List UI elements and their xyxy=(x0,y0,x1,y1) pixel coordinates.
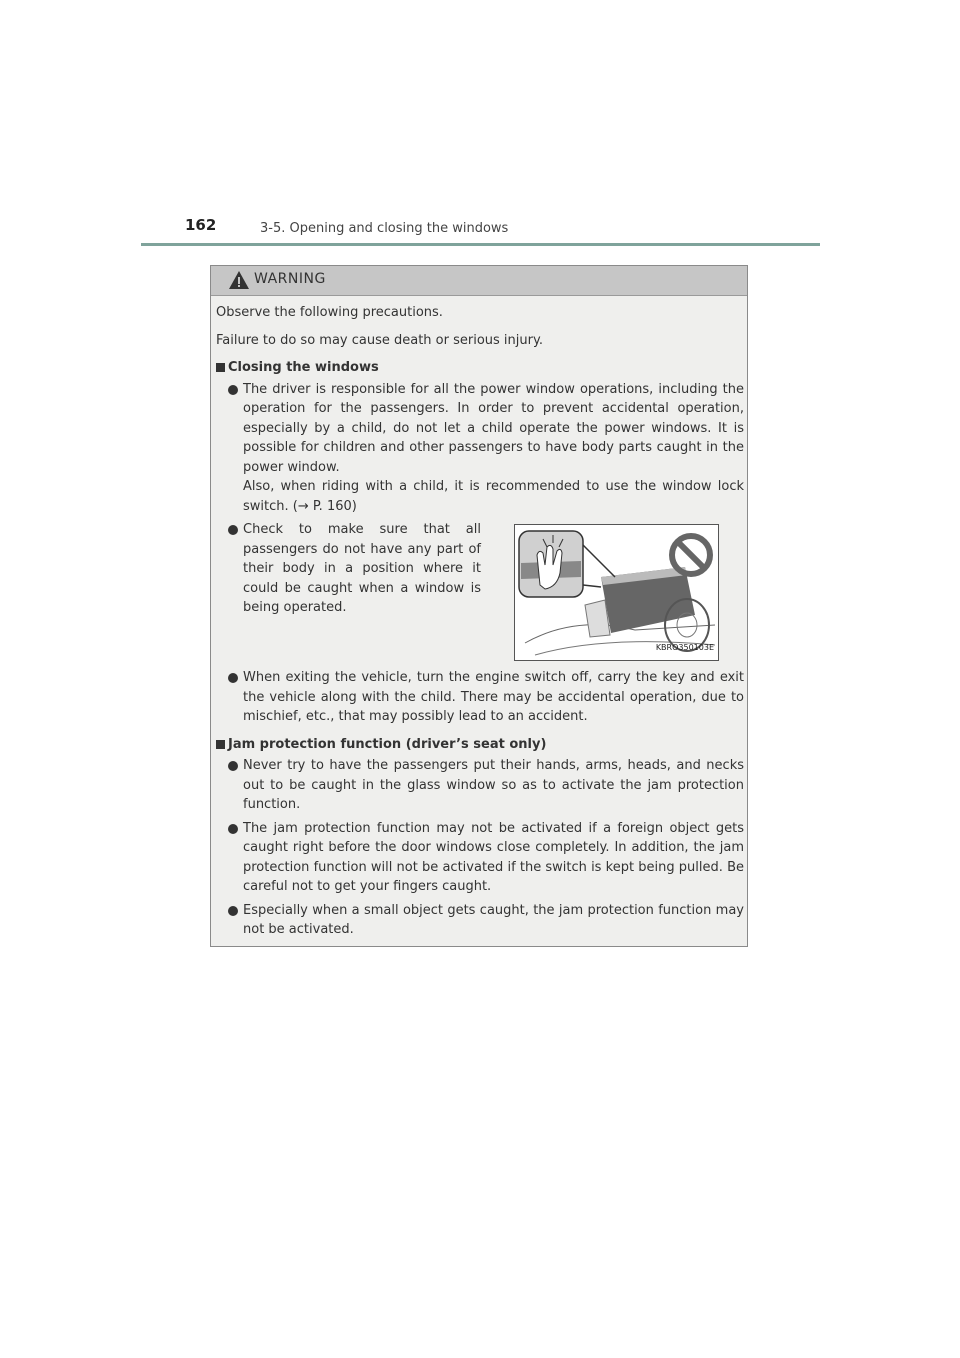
list-item: The driver is responsible for all the power window operations, including the operation for the passengers. In order to prevent accidental operation, especially by a child, do not let a child operate the power windows. It is possible for children and other passengers to have body parts caught in the power window. Also, when riding with a child, it is recommended to use the window lock switch. (→ P. 160) xyxy=(216,380,744,517)
list-item: Check to make sure that all passengers do not have any part of their body in a position where it could be caught when a window is being operated. xyxy=(216,520,481,618)
window-illustration xyxy=(514,524,719,661)
header-rule xyxy=(141,243,820,246)
bullet-dot-icon xyxy=(228,761,238,771)
warning-content xyxy=(216,303,744,944)
figure-code: KBRO350103E xyxy=(655,642,714,652)
bullet-dot-icon xyxy=(228,824,238,834)
subheading-jam-protection: Jam protection function (driver’s seat only) xyxy=(216,735,744,755)
square-bullet-icon xyxy=(216,740,225,749)
warning-triangle-icon xyxy=(228,270,250,290)
square-bullet-icon xyxy=(216,363,225,372)
warning-label: WARNING xyxy=(254,271,326,287)
list-item: Never try to have the passengers put their hands, arms, heads, and necks out to be caught in the glass window so as to activate the jam protection function. xyxy=(216,756,744,815)
page-header xyxy=(141,214,820,248)
bullet-dot-icon xyxy=(228,673,238,683)
list-item-note: Also, when riding with a child, it is recommended to use the window lock switch. (→ P. 160) xyxy=(243,479,744,514)
warning-header xyxy=(211,266,747,296)
list-item: When exiting the vehicle, turn the engine switch off, carry the key and exit the vehicle along with the child. There may be accidental operation, due to mischief, etc., that may possibly lead to an accident. xyxy=(216,668,744,727)
list-item: The jam protection function may not be activated if a foreign object gets caught right before the door windows close completely. In addition, the jam protection function will not be activated if the switch is kept being pulled. Be careful not to get your fingers caught. xyxy=(216,819,744,897)
bullet-dot-icon xyxy=(228,525,238,535)
bullet-dot-icon xyxy=(228,385,238,395)
intro-text-2: Failure to do so may cause death or serious injury. xyxy=(216,332,543,348)
bullet-with-figure xyxy=(216,520,744,666)
section-title: 3-5. Opening and closing the windows xyxy=(260,221,509,236)
bullet-dot-icon xyxy=(228,906,238,916)
intro-text: Observe the following precautions. xyxy=(216,305,443,320)
warning-box xyxy=(210,265,748,947)
subheading-closing-windows: Closing the windows xyxy=(216,358,744,378)
page-number: 162 xyxy=(185,216,217,234)
list-item: Especially when a small object gets caught, the jam protection function may not be activated. xyxy=(216,901,744,940)
